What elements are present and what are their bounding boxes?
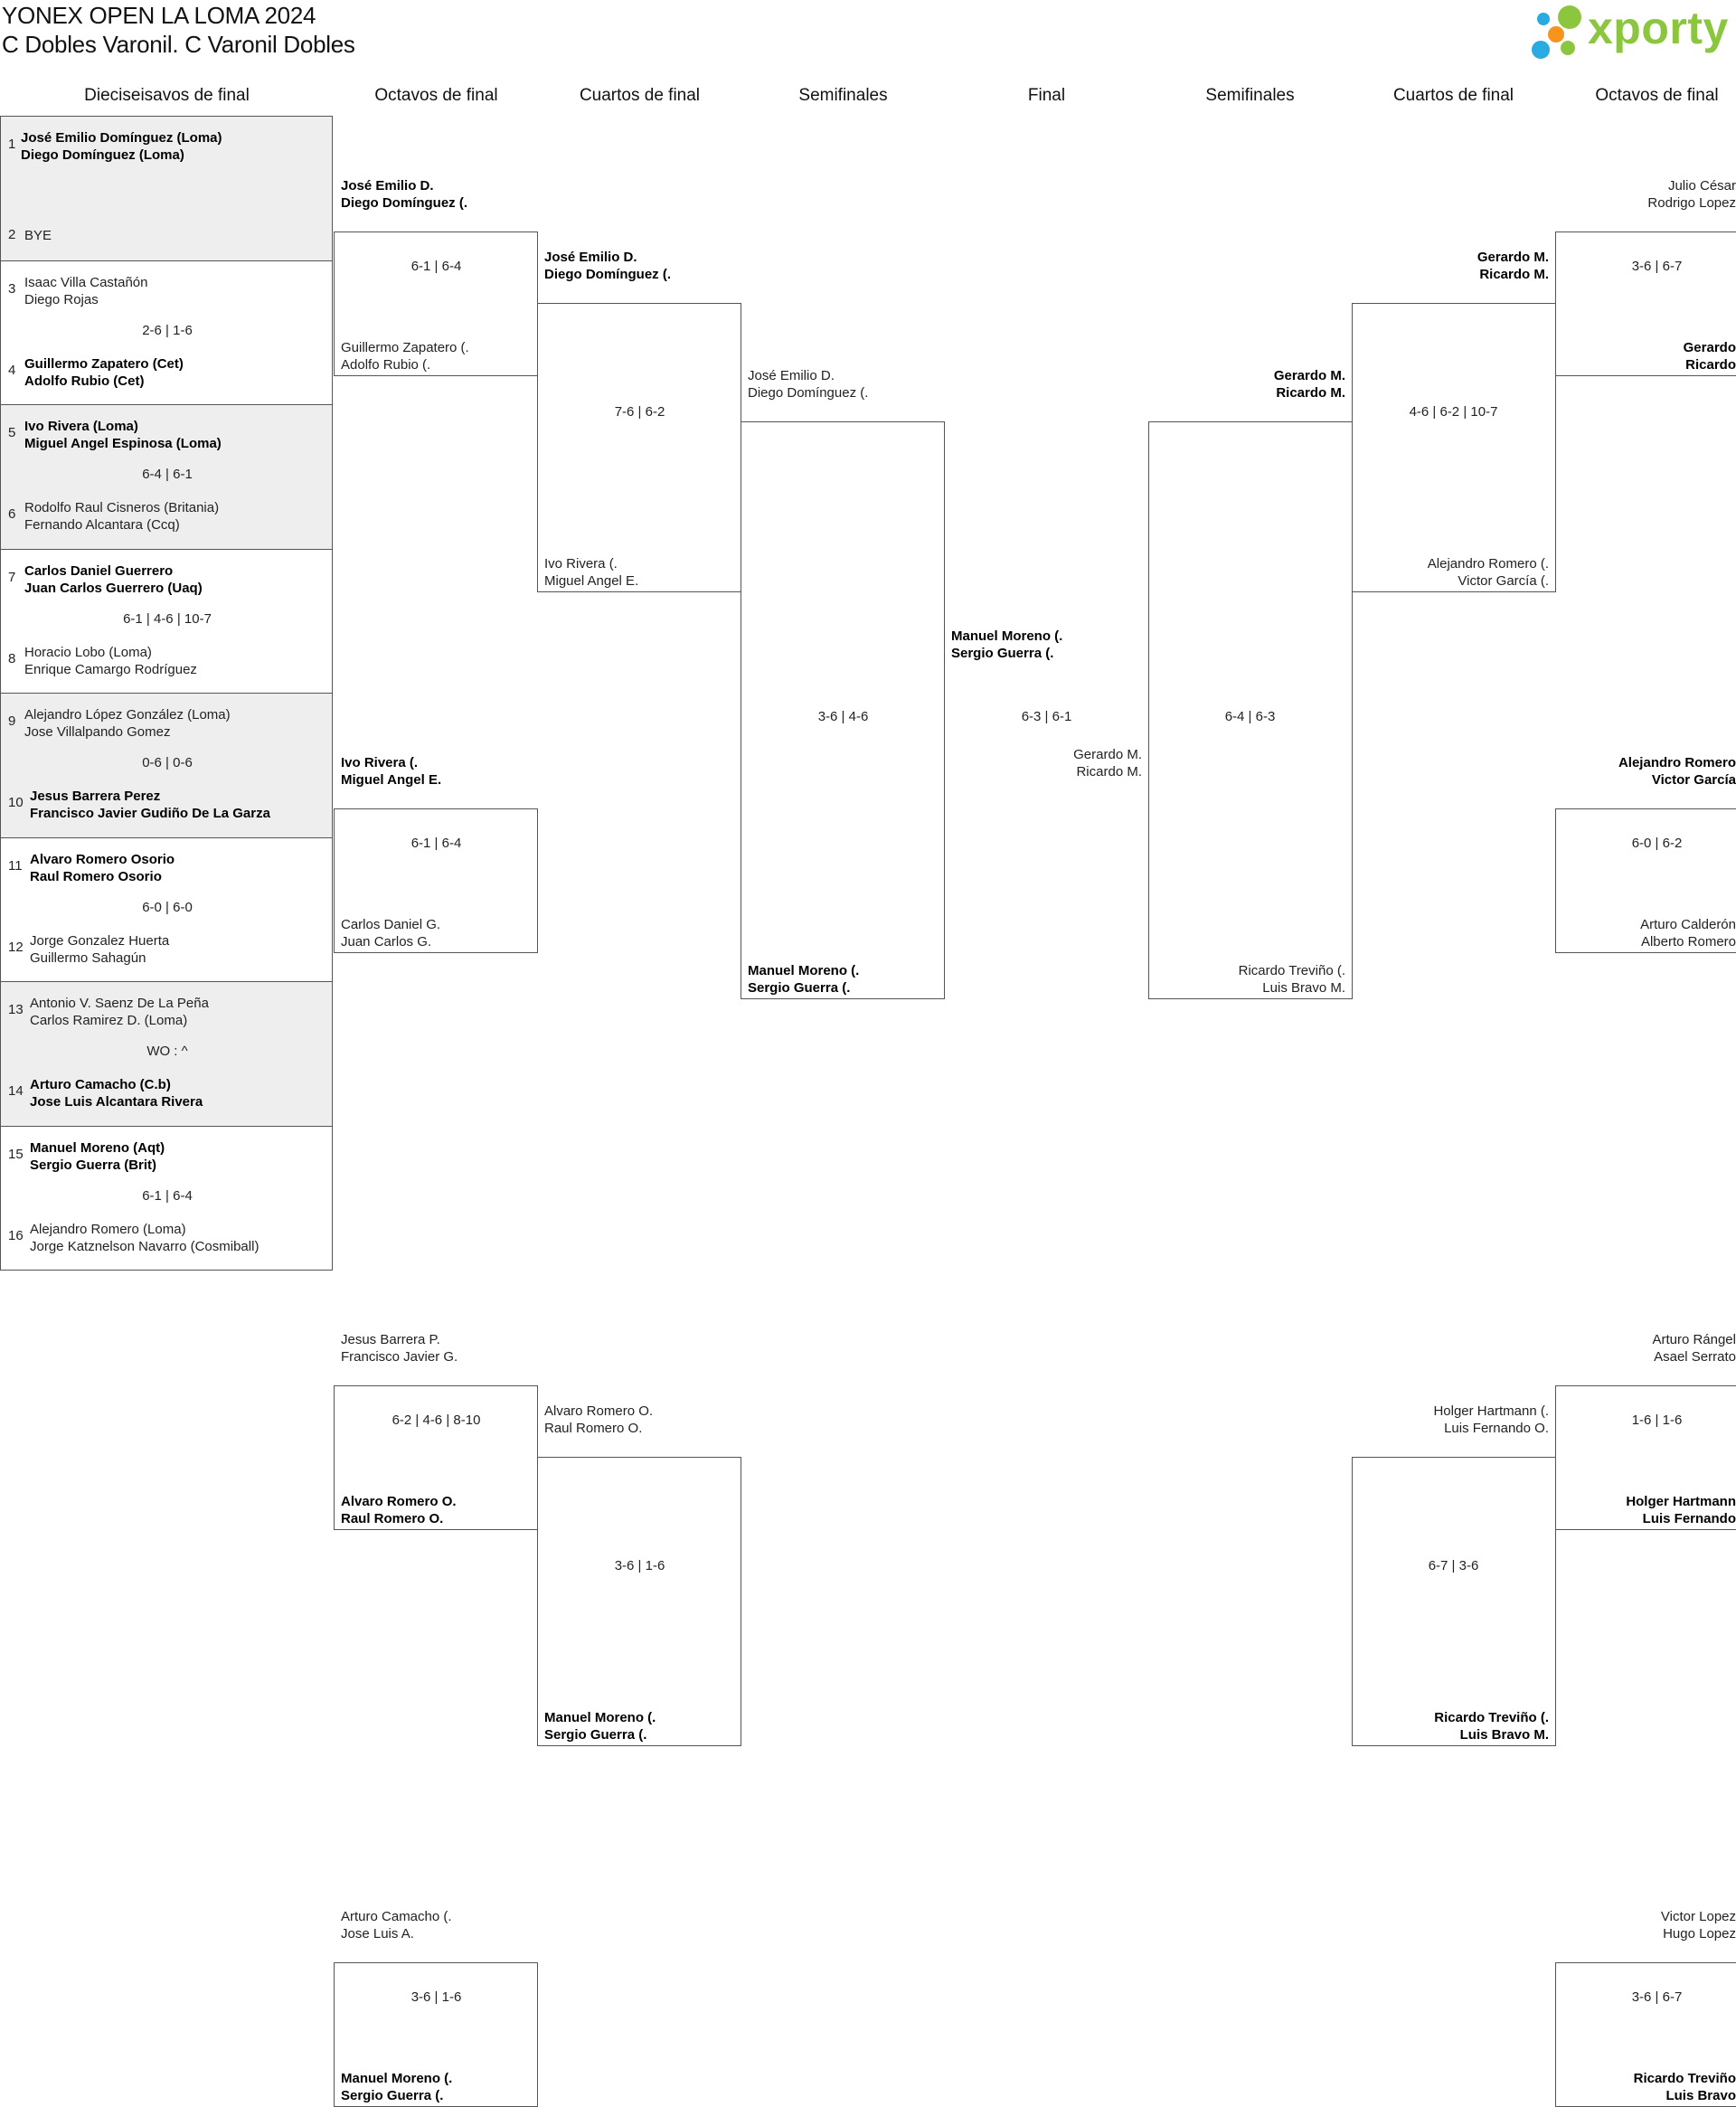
match-score: 0-6 | 0-6 xyxy=(142,755,193,770)
player-name: Juan Carlos G. xyxy=(341,934,432,950)
player-name: Ricardo M. xyxy=(1276,385,1345,401)
player-name: Rodolfo Raul Cisneros (Britania) xyxy=(24,500,220,515)
player-name: Alejandro Romero xyxy=(1618,754,1736,770)
player-name: Guillermo Zapatero (Cet) xyxy=(24,355,184,372)
player-name: Ricardo M. xyxy=(1076,764,1142,779)
team-entry[interactable] xyxy=(30,932,169,967)
player-name: Jorge Katznelson Navarro (Cosmiball) xyxy=(30,1238,259,1254)
player-name: Victor García (. xyxy=(1458,573,1549,590)
player-name: Guillermo Zapatero (. xyxy=(341,340,469,356)
team-entry[interactable] xyxy=(748,367,868,402)
match-score: 6-1 | 4-6 | 10-7 xyxy=(123,610,212,627)
player-name: Horacio Lobo (Loma) xyxy=(24,644,152,660)
round-header: Cuartos de final xyxy=(579,86,701,105)
player-name: José Emilio D. xyxy=(748,368,835,383)
player-name: Manuel Moreno (Aqt) xyxy=(30,1139,165,1156)
match-box xyxy=(0,837,333,983)
player-name: Alberto Romero xyxy=(1640,934,1736,950)
player-name: Alejandro López González (Loma) xyxy=(24,707,231,723)
team-entry[interactable] xyxy=(1352,249,1549,283)
round-header: Cuartos de final xyxy=(1392,86,1514,105)
bracket-connector xyxy=(334,1385,538,1531)
bracket-connector xyxy=(1555,808,1736,954)
team-entry[interactable] xyxy=(1352,1403,1549,1437)
player-name: Holger Hartmann (. xyxy=(1433,1403,1549,1420)
bracket-connector xyxy=(537,1457,741,1746)
team-entry[interactable] xyxy=(341,754,441,789)
player-name: Luis Fernando xyxy=(1642,1511,1736,1527)
xporty-logo[interactable] xyxy=(1528,4,1732,60)
seed-number: 13 xyxy=(8,1002,24,1017)
team-entry[interactable] xyxy=(341,1908,452,1942)
tournament-title: YONEX OPEN LA LOMA 2024 xyxy=(2,2,316,29)
player-name: Diego Domínguez (Loma) xyxy=(21,147,184,163)
player-name: Diego Domínguez (. xyxy=(341,194,467,211)
match-score: WO : ^ xyxy=(146,1044,188,1059)
seed-number: 9 xyxy=(8,713,16,729)
team-entry[interactable] xyxy=(30,995,209,1029)
player-name: Adolfo Rubio (Cet) xyxy=(24,373,145,389)
match-box xyxy=(0,549,333,694)
match-box xyxy=(0,404,333,550)
player-name: Juan Carlos Guerrero (Uaq) xyxy=(24,580,203,596)
player-name: Fernando Alcantara (Ccq) xyxy=(24,517,180,533)
player-name: José Emilio Domínguez (Loma) xyxy=(21,130,222,146)
player-name: Sergio Guerra (. xyxy=(544,1727,647,1743)
team-entry[interactable] xyxy=(544,1403,653,1437)
player-name: Arturo Camacho (C.b) xyxy=(30,1077,171,1092)
player-name: Ricardo xyxy=(1685,357,1736,373)
match-box xyxy=(0,116,333,261)
match-score: 3-6 | 1-6 xyxy=(410,1989,462,2005)
player-name: Sergio Guerra (. xyxy=(341,2088,444,2104)
player-name: Ricardo M. xyxy=(1479,267,1549,283)
match-box xyxy=(0,693,333,838)
team-entry[interactable] xyxy=(1148,367,1345,402)
bracket-connector xyxy=(537,303,741,592)
team-entry[interactable] xyxy=(1555,1331,1736,1365)
player-name: Alejandro Romero (. xyxy=(1427,556,1549,572)
final-score: 6-3 | 6-1 xyxy=(1021,709,1072,724)
match-score: 3-6 | 1-6 xyxy=(614,1558,665,1573)
player-name: Gerardo M. xyxy=(1273,368,1345,383)
bracket-connector xyxy=(1555,1962,1736,2107)
team-entry[interactable] xyxy=(24,562,203,597)
player-name: Miguel Angel Espinosa (Loma) xyxy=(24,436,222,451)
player-name: Manuel Moreno (. xyxy=(748,963,860,978)
player-name: Carlos Daniel Guerrero xyxy=(24,562,174,579)
match-score: 1-6 | 1-6 xyxy=(1631,1412,1683,1428)
player-name: Jesus Barrera P. xyxy=(341,1331,440,1347)
round-header: Semifinales xyxy=(1205,86,1295,105)
team-entry[interactable] xyxy=(1555,1908,1736,1942)
team-entry[interactable] xyxy=(30,788,270,822)
player-name: Carlos Ramirez D. (Loma) xyxy=(30,1013,188,1028)
player-name: Holger Hartmann xyxy=(1626,1494,1736,1510)
player-name: Miguel Angel E. xyxy=(341,771,442,788)
player-name: Ivo Rivera (Loma) xyxy=(24,419,138,434)
player-name: Gerardo M. xyxy=(1073,747,1142,762)
match-score: 6-7 | 3-6 xyxy=(1428,1558,1479,1573)
logo-text: xporty xyxy=(1588,3,1729,53)
seed-number: 1 xyxy=(8,137,16,152)
event-subtitle: C Dobles Varonil. C Varonil Dobles xyxy=(2,31,355,58)
seed-number: 10 xyxy=(8,795,24,810)
player-name: Adolfo Rubio (. xyxy=(341,357,431,373)
bracket-connector xyxy=(1555,1385,1736,1531)
player-name: Manuel Moreno (. xyxy=(544,1710,656,1726)
finalist-right[interactable] xyxy=(945,746,1142,780)
match-score: 6-1 | 6-4 xyxy=(410,835,462,851)
player-name: Julio César xyxy=(1667,177,1736,194)
player-name: Sergio Guerra (. xyxy=(951,646,1054,661)
player-name: José Emilio D. xyxy=(341,177,434,194)
player-name: Ricardo Treviño (. xyxy=(1238,963,1345,978)
match-score: 3-6 | 4-6 xyxy=(817,709,869,724)
player-name: Luis Bravo xyxy=(1665,2088,1736,2104)
team-entry[interactable] xyxy=(24,499,219,534)
match-score: 6-1 | 6-4 xyxy=(142,1187,193,1204)
match-score: 4-6 | 6-2 | 10-7 xyxy=(1409,404,1498,420)
team-entry[interactable] xyxy=(30,851,175,885)
team-entry[interactable] xyxy=(30,1221,259,1255)
seed-number: 12 xyxy=(8,939,24,955)
match-score: 6-1 | 6-4 xyxy=(410,258,462,274)
player-name: Ricardo Treviño xyxy=(1633,2071,1736,2087)
player-name: Jorge Gonzalez Huerta xyxy=(30,932,170,949)
bracket-connector xyxy=(334,231,538,377)
player-name: Alvaro Romero Osorio xyxy=(30,851,175,867)
match-score: 2-6 | 1-6 xyxy=(142,322,193,338)
player-name: José Emilio D. xyxy=(544,250,637,266)
team-entry[interactable] xyxy=(24,274,147,308)
player-name: Luis Bravo M. xyxy=(1459,1727,1549,1743)
player-name: Gerardo M. xyxy=(1477,250,1549,266)
team-entry[interactable] xyxy=(1555,177,1736,212)
player-name: Arturo Calderón xyxy=(1640,917,1736,933)
team-entry[interactable] xyxy=(24,644,197,678)
player-name: Alvaro Romero O. xyxy=(544,1403,654,1420)
match-score: 6-0 | 6-0 xyxy=(142,899,193,915)
player-name: Raul Romero O. xyxy=(544,1421,643,1437)
player-name: Francisco Javier G. xyxy=(341,1348,458,1365)
match-score: 6-4 | 6-3 xyxy=(1224,709,1276,724)
player-name: Manuel Moreno (. xyxy=(341,2071,453,2087)
player-name: Francisco Javier Gudiño De La Garza xyxy=(30,806,270,821)
player-name: Antonio V. Saenz De La Peña xyxy=(30,996,209,1011)
match-score: 6-0 | 6-2 xyxy=(1631,835,1683,851)
player-name: Guillermo Sahagún xyxy=(30,950,146,966)
player-name: Gerardo xyxy=(1683,340,1736,356)
player-name: Isaac Villa Castañón xyxy=(24,274,148,290)
player-name: Diego Rojas xyxy=(24,291,99,307)
match-score: 3-6 | 6-7 xyxy=(1631,258,1683,274)
player-name: Alejandro Romero (Loma) xyxy=(30,1221,186,1237)
bracket-connector xyxy=(1352,303,1556,592)
match-score: 7-6 | 6-2 xyxy=(614,404,665,420)
seed-number: 16 xyxy=(8,1227,24,1243)
match-box xyxy=(0,260,333,406)
seed-number: 3 xyxy=(8,280,16,297)
player-name: Alvaro Romero O. xyxy=(341,1494,457,1510)
match-box xyxy=(0,981,333,1127)
bracket-connector xyxy=(1352,1457,1556,1746)
seed-number: 8 xyxy=(8,650,16,666)
player-name: Ivo Rivera (. xyxy=(341,754,419,770)
team-entry[interactable] xyxy=(24,355,184,390)
team-entry[interactable] xyxy=(21,129,222,164)
player-name: Enrique Camargo Rodríguez xyxy=(24,661,197,677)
seed-number: 7 xyxy=(8,569,16,585)
team-entry[interactable] xyxy=(1555,754,1736,789)
round-header: Final xyxy=(1027,86,1066,105)
logo-dots-icon xyxy=(1528,4,1591,60)
player-name: Raul Romero Osorio xyxy=(30,868,162,884)
team-entry[interactable] xyxy=(24,418,222,452)
bracket-connector xyxy=(334,1962,538,2107)
player-name: Hugo Lopez xyxy=(1663,1925,1736,1942)
player-name: Diego Domínguez (. xyxy=(544,267,671,283)
seed-number: 5 xyxy=(8,425,16,440)
player-name: Carlos Daniel G. xyxy=(341,917,441,933)
player-name: Arturo Camacho (. xyxy=(341,1908,452,1924)
player-name: Sergio Guerra (Brit) xyxy=(30,1157,157,1173)
match-box xyxy=(0,1126,333,1271)
player-name: Raul Romero O. xyxy=(341,1511,444,1527)
match-score: 6-4 | 6-1 xyxy=(142,467,193,482)
player-name: Rodrigo Lopez xyxy=(1647,194,1736,211)
player-name: Ricardo Treviño (. xyxy=(1434,1710,1549,1726)
player-name: Luis Fernando O. xyxy=(1444,1421,1549,1437)
round-header: Semifinales xyxy=(798,86,888,105)
player-name: Ivo Rivera (. xyxy=(544,556,618,572)
team-entry[interactable] xyxy=(341,1331,458,1365)
player-name: Jose Luis A. xyxy=(341,1925,414,1942)
team-entry[interactable] xyxy=(30,1139,165,1174)
match-score: 3-6 | 6-7 xyxy=(1631,1989,1683,2005)
player-name: Jose Luis Alcantara Rivera xyxy=(30,1094,203,1110)
seed-number: 11 xyxy=(8,857,23,874)
player-name: Manuel Moreno (. xyxy=(951,628,1063,644)
player-name: Asael Serrato xyxy=(1654,1348,1736,1365)
seed-number: 6 xyxy=(8,506,16,522)
player-name: Sergio Guerra (. xyxy=(748,980,851,996)
seed-number: 2 xyxy=(8,227,16,242)
team-entry[interactable] xyxy=(544,249,671,283)
player-name: Jose Villalpando Gomez xyxy=(24,724,171,740)
match-score: 6-2 | 4-6 | 8-10 xyxy=(392,1412,481,1428)
round-header: Dieciseisavos de final xyxy=(84,86,250,105)
team-entry[interactable] xyxy=(24,227,52,244)
bracket-connector xyxy=(1555,231,1736,377)
round-header: Octavos de final xyxy=(374,86,498,105)
team-entry[interactable] xyxy=(30,1076,203,1110)
player-name: Luis Bravo M. xyxy=(1262,980,1345,996)
round-header: Octavos de final xyxy=(1595,86,1719,105)
team-entry[interactable] xyxy=(341,177,467,212)
bracket-connector xyxy=(334,808,538,954)
player-name: Miguel Angel E. xyxy=(544,573,639,590)
player-name: Jesus Barrera Perez xyxy=(30,789,161,804)
player-name: Victor García xyxy=(1651,771,1736,788)
seed-number: 15 xyxy=(8,1146,24,1162)
player-name: Diego Domínguez (. xyxy=(748,385,869,401)
player-name: BYE xyxy=(24,228,52,243)
player-name: Arturo Rángel xyxy=(1652,1331,1736,1347)
finalist-left[interactable] xyxy=(951,628,1062,662)
team-entry[interactable] xyxy=(24,706,231,741)
player-name: Victor Lopez xyxy=(1660,1908,1736,1924)
seed-number: 4 xyxy=(8,362,16,378)
seed-number: 14 xyxy=(8,1083,24,1099)
